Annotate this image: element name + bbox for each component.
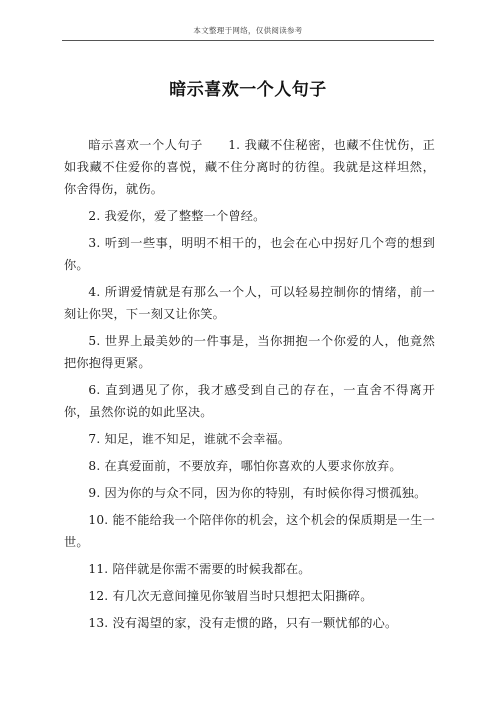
paragraph: 3. 听到一些事，明明不相干的，也会在心中拐好几个弯的想到你。	[64, 236, 435, 272]
paragraph: 12. 有几次无意间撞见你皱眉当时只想把太阳撕碎。	[88, 589, 373, 603]
paragraph: 11. 陪伴就是你需不需要的时候我都在。	[88, 562, 311, 576]
header-note: 本文整理于网络，仅供阅读参考	[193, 26, 303, 35]
paragraph: 5. 世界上最美妙的一件事是，当你拥抱一个你爱的人，他竟然把你抱得更紧。	[64, 334, 435, 370]
paragraph: 9. 因为你的与众不同，因为你的特别，有时候你得习惯孤独。	[88, 486, 427, 500]
paragraph: 13. 没有渴望的家，没有走惯的路，只有一颗忧郁的心。	[88, 616, 398, 630]
paragraph: 8. 在真爱面前，不要放弃，哪怕你喜欢的人要求你放弃。	[88, 459, 402, 473]
page-header	[0, 0, 496, 42]
paragraph: 10. 能不能给我一个陪伴你的机会，这个机会的保质期是一生一世。	[64, 513, 435, 549]
paragraph: 2. 我爱你，爱了整整一个曾经。	[88, 209, 266, 223]
header-divider	[62, 40, 434, 41]
paragraph: 4. 所谓爱情就是有那么一个人，可以轻易控制你的情绪，前一刻让你哭，下一刻又让你笑。	[64, 285, 435, 321]
document-body	[64, 134, 435, 639]
paragraph: 7. 知足，谁不知足，谁就不会幸福。	[88, 432, 291, 446]
paragraph: 6. 直到遇见了你，我才感受到自己的存在，一直舍不得离开你，虽然你说的如此坚决。	[64, 383, 435, 419]
document-title: 暗示喜欢一个人句子	[169, 80, 327, 100]
paragraph: 暗示喜欢一个人句子 1. 我藏不住秘密，也藏不住忧伤，正如我藏不住爱你的喜悦，藏不住分离时的彷徨。我就是这样坦然，你舍得伤，就伤。	[64, 138, 435, 196]
